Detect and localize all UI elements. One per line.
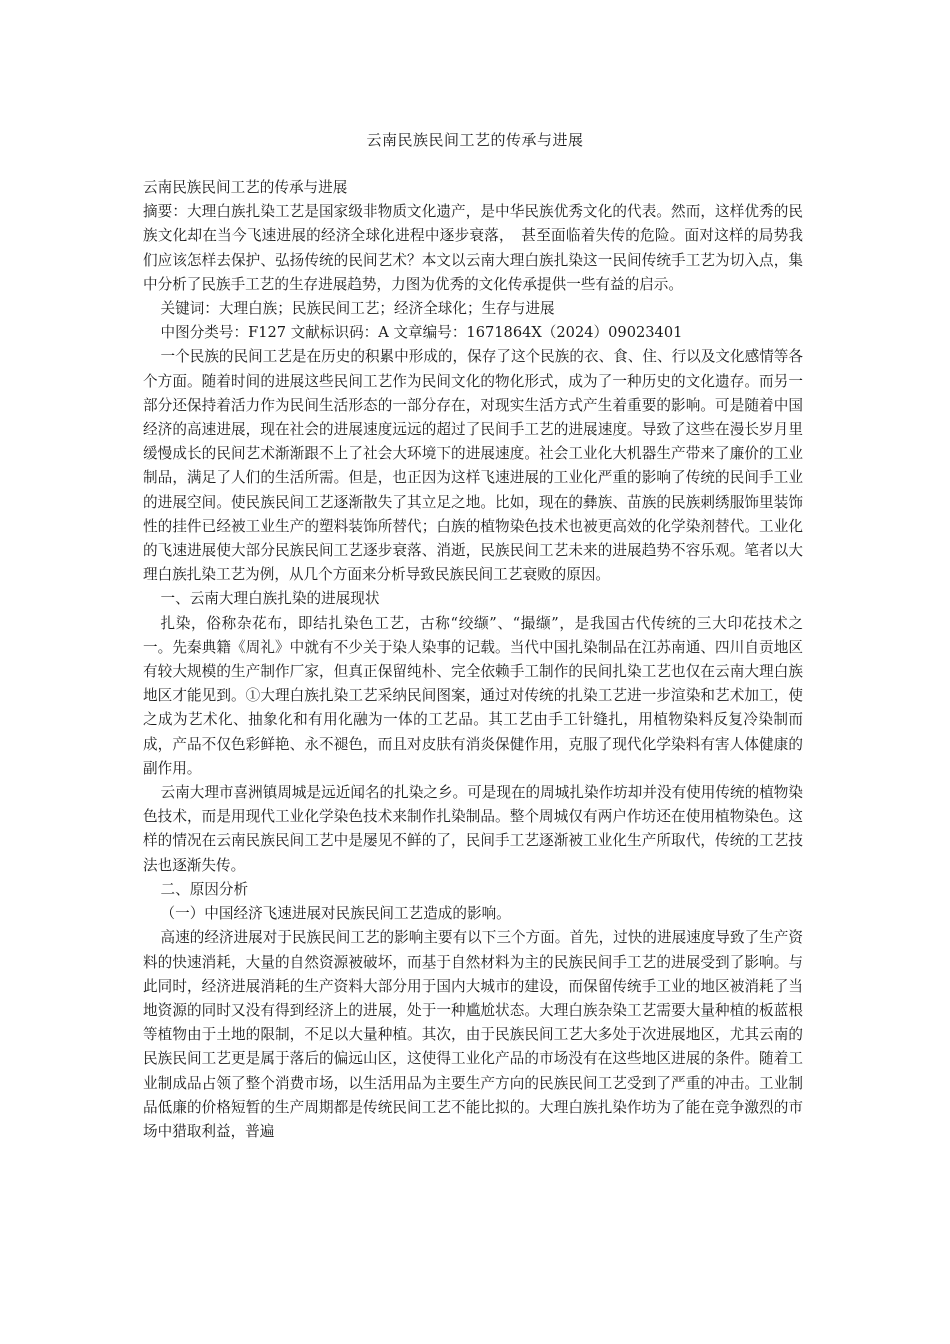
document-body [143, 176, 803, 1144]
document-title: 云南民族民间工艺的传承与进展 [366, 131, 584, 149]
paragraph: 一、云南大理白族扎染的进展现状 [160, 590, 380, 608]
paragraph: 云南民族民间工艺的传承与进展 [143, 179, 348, 196]
paragraph: 中图分类号：F127 文献标识码：A 文章编号：1671864X（2024）09023401 [160, 324, 683, 342]
paragraph: 高速的经济进展对于民族民间工艺的影响主要有以下三个方面。首先，过快的进展速度导致了生产资料的快速消耗，大量的自然资源被破坏，而基于自然材料为主的民族民间手工艺的进展受到了影响。与此同时，经济进展消耗的生产资料大部分用于国内大城市的建设，而保留传统手工业的地区被消耗了当地资源的同时又没有得到经济上的进展，处于一种尴尬状态。大理白族杂染工艺需要大量种植的板蓝根等植物由于土地的限制，不足以大量种植。其次，由于民族民间工艺大多处于次进展地区，尤其云南的民族民间工艺更是属于落后的偏远山区，这使得工业化产品的市场没有在这些地区进展的条件。随着工业制成品占领了整个消费市场，以生活用品为主要生产方向的民族民间工艺受到了严重的冲击。工业制品低廉的价格短暂的生产周期都是传统民间工艺不能比拟的。大理白族扎染作坊为了能在竞争激烈的市场中猎取利益，普遍 [143, 929, 803, 1140]
paragraph: （一）中国经济飞速进展对民族民间工艺造成的影响。 [160, 905, 511, 923]
paragraph: 关键词：大理白族；民族民间工艺；经济全球化；生存与进展 [160, 300, 555, 318]
paragraph: 扎染，俗称杂花布，即结扎染色工艺，古称“绞缬”、“撮缬”，是我国古代传统的三大印花技术之一。先秦典籍《周礼》中就有不少关于染人染事的记载。当代中国扎染制品在江苏南通、四川自贡地区有较大规模的生产制作厂家，但真正保留纯朴、完全依赖手工制作的民间扎染工艺也仅在云南大理白族地区才能见到。①大理白族扎染工艺采纳民间图案，通过对传统的扎染工艺进一步渲染和艺术加工，使之成为艺术化、抽象化和有用化融为一体的工艺品。其工艺由手工针缝扎，用植物染料反复冷染制而成，产品不仅色彩鲜艳、永不褪色，而且对皮肤有消炎保健作用，克服了现代化学染料有害人体健康的副作用。 [143, 614, 803, 777]
paragraph: 摘要：大理白族扎染工艺是国家级非物质文化遗产，是中华民族优秀文化的代表。然而，这样优秀的民族文化却在当今飞速进展的经济全球化进程中逐步衰落， 甚至面临着失传的危险。面对这样的局势我们应该怎样去保护、弘扬传统的民间艺术？本文以云南大理白族扎染这一民间传统手工艺为切入点，集中分析了民族手工艺的生存进展趋势，力图为优秀的文化传承提供一些有益的启示。 [143, 203, 803, 293]
paragraph: 云南大理市喜洲镇周城是远近闻名的扎染之乡。可是现在的周城扎染作坊却并没有使用传统的植物染色技术，而是用现代工业化学染色技术来制作扎染制品。整个周城仅有两户作坊还在使用植物染色。这样的情况在云南民族民间工艺中是屡见不鲜的了，民间手工艺逐渐被工业化生产所取代，传统的工艺技法也逐渐失传。 [143, 784, 803, 874]
paragraph: 二、原因分析 [160, 880, 249, 898]
paragraph: 一个民族的民间工艺是在历史的积累中形成的，保存了这个民族的衣、食、住、行以及文化感情等各个方面。随着时间的进展这些民间工艺作为民间文化的物化形式，成为了一种历史的文化遗存。而另一部分还保持着活力作为民间生活形态的一部分存在，对现实生活方式产生着重要的影响。可是随着中国经济的高速进展，现在社会的进展速度远远的超过了民间手工艺的进展速度。导致了这些在漫长岁月里缓慢成长的民间艺术渐渐跟不上了社会大环境下的进展速度。社会工业化大机器生产带来了廉价的工业制品，满足了人们的生活所需。但是，也正因为这样飞速进展的工业化严重的影响了传统的民间手工业的进展空间。使民族民间工艺逐渐散失了其立足之地。比如，现在的彝族、苗族的民族刺绣服饰里装饰性的挂件已经被工业生产的塑料装饰所替代；白族的植物染色技术也被更高效的化学染剂替代。工业化的飞速进展使大部分民族民间工艺逐步衰落、消逝，民族民间工艺未来的进展趋势不容乐观。笔者以大理白族扎染工艺为例，从几个方面来分析导致民族民间工艺衰败的原因。 [143, 348, 803, 584]
